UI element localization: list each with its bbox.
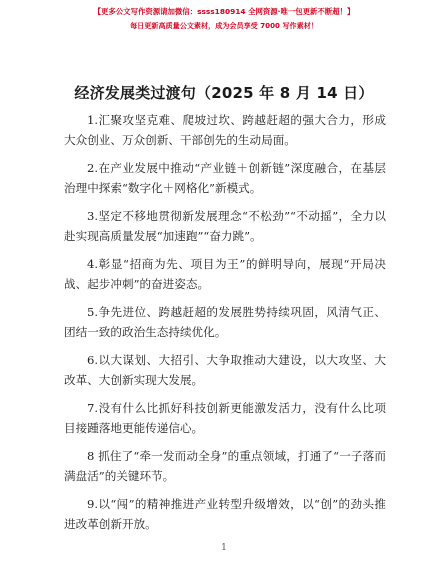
document-title: 经济发展类过渡句（2025 年 8 月 14 日）: [74, 84, 374, 102]
paragraph-5: 5.争先进位、跨越赶超的发展胜势持续巩固，风清气正、团结一致的政治生态持续优化。: [64, 305, 386, 339]
page-number: 1: [221, 543, 227, 553]
document-body: [64, 110, 386, 542]
promo-banner-line-2: 每日更新高质量公文素材，成为会员享受 7000 写作素材！: [130, 21, 318, 30]
promo-banner: [0, 6, 448, 32]
paragraph-7: 7.没有什么比抓好科技创新更能激发活力，没有什么比项目接踵落地更能传递信心。: [64, 401, 386, 435]
paragraph-9: 9.以“闯”的精神推进产业转型升级增效，以“创”的劲头推进改革创新开放。: [64, 497, 386, 531]
paragraph-1: 1.汇聚攻坚克难、爬坡过坎、跨越赶超的强大合力，形成大众创业、万众创新、干部创先的生动局面。: [64, 113, 386, 147]
paragraph-8: 8 抓住了“牵一发而动全身”的重点领域，打通了“一子落而满盘活”的关键环节。: [64, 449, 386, 483]
paragraph-6: 6.以大谋划、大招引、大争取推动大建设，以大攻坚、大改革、大创新实现大发展。: [64, 353, 386, 387]
promo-banner-line-1: 【更多公文写作资源请加微信：ssss180914 全网资源·唯一包更新不断超！】: [93, 7, 355, 16]
paragraph-4: 4.彰显“招商为先、项目为王”的鲜明导向，展现“开局决战、起步冲刺”的奋进姿态。: [64, 257, 386, 291]
paragraph-2: 2.在产业发展中推动“产业链＋创新链”深度融合，在基层治理中探索“数字化＋网格化”新模式。: [64, 161, 386, 195]
paragraph-3: 3.坚定不移地贯彻新发展理念“不松劲”“不动摇”，全力以赴实现高质量发展“加速跑”“奋力跳”。: [64, 209, 386, 243]
